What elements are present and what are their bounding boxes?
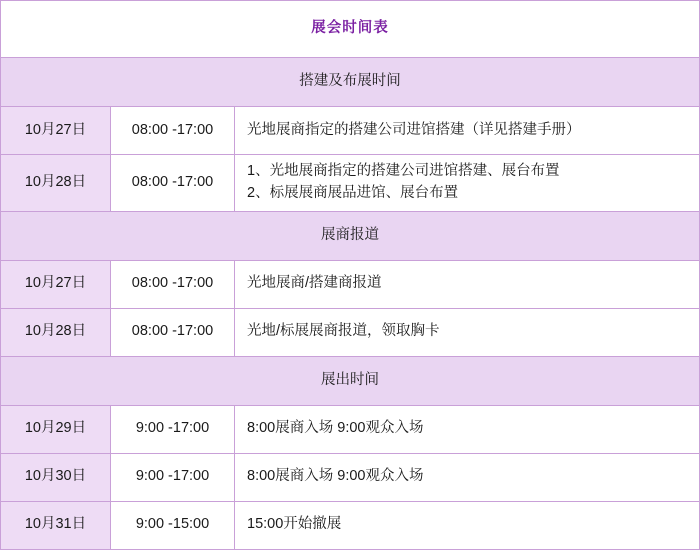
row-content <box>235 260 700 308</box>
content-line: 光地展商/搭建商报道 <box>247 275 382 292</box>
row-content <box>235 107 700 155</box>
content-line: 8:00展商入场 9:00观众入场 <box>247 468 424 485</box>
row-date: 10月29日 <box>1 405 111 453</box>
row-date: 10月28日 <box>1 155 111 212</box>
row-content <box>235 405 700 453</box>
row-date: 10月30日 <box>1 453 111 501</box>
table-row <box>1 155 700 212</box>
row-time: 08:00 -17:00 <box>111 260 235 308</box>
page-title: 展会时间表 <box>1 1 700 58</box>
row-time: 08:00 -17:00 <box>111 308 235 356</box>
row-time: 08:00 -17:00 <box>111 107 235 155</box>
section-header-row <box>1 211 700 260</box>
row-date: 10月27日 <box>1 260 111 308</box>
table-row <box>1 260 700 308</box>
content-line: 15:00开始撤展 <box>247 516 342 533</box>
content-line: 8:00展商入场 9:00观众入场 <box>247 420 424 437</box>
content-line: 2、标展展商展品进馆、展台布置 <box>247 184 459 201</box>
section-header-setup: 搭建及布展时间 <box>1 58 700 107</box>
content-line: 光地/标展展商报道，领取胸卡 <box>247 323 440 340</box>
section-header-row <box>1 58 700 107</box>
row-time: 08:00 -17:00 <box>111 155 235 212</box>
table-row <box>1 107 700 155</box>
content-line: 1、光地展商指定的搭建公司进馆搭建、展台布置 <box>247 163 560 179</box>
row-time: 9:00 -17:00 <box>111 405 235 453</box>
table-row <box>1 453 700 501</box>
row-time: 9:00 -17:00 <box>111 453 235 501</box>
row-content <box>235 308 700 356</box>
title-row <box>1 1 700 58</box>
row-content <box>235 155 700 212</box>
table-row <box>1 405 700 453</box>
table-row <box>1 308 700 356</box>
section-header-registration: 展商报道 <box>1 211 700 260</box>
row-content <box>235 501 700 549</box>
row-date: 10月31日 <box>1 501 111 549</box>
row-date: 10月27日 <box>1 107 111 155</box>
section-header-exhibition: 展出时间 <box>1 356 700 405</box>
content-line: 光地展商指定的搭建公司进馆搭建（详见搭建手册） <box>247 121 581 138</box>
section-header-row <box>1 356 700 405</box>
table-row <box>1 501 700 549</box>
row-content <box>235 453 700 501</box>
row-date: 10月28日 <box>1 308 111 356</box>
row-time: 9:00 -15:00 <box>111 501 235 549</box>
